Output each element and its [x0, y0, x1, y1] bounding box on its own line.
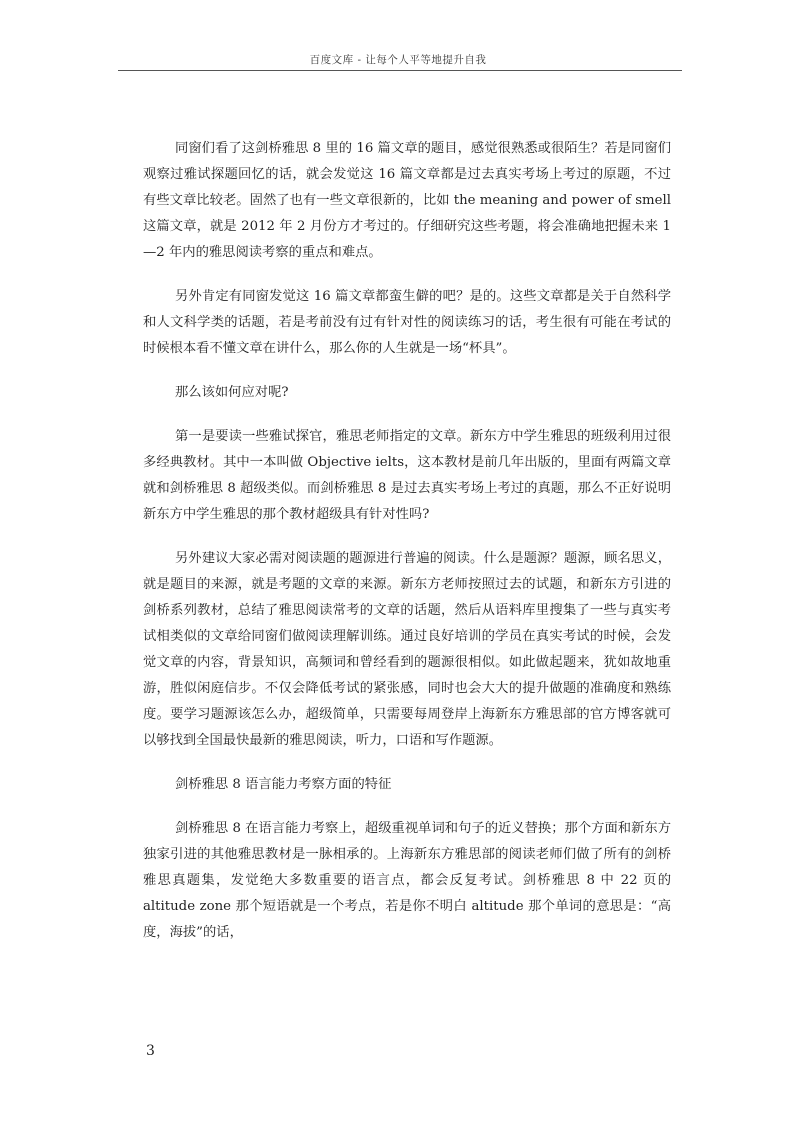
page-header: 百度文库 - 让每个人平等地提升自我 — [309, 54, 487, 66]
paragraph-question: 那么该如何应对呢? — [175, 385, 289, 400]
paragraph-obscure-topics: 另外肯定有同窗发觉这 16 篇文章都蛮生僻的吧？是的。这些文章都是关于自然科学和人文科学类的话题，若是考前没有过有针对性的阅读练习的话，考生很有可能在考试的时候根本看不懂文章在讲什么，那么你的人生就是一场“杯具”。 — [143, 289, 671, 356]
document-body — [143, 136, 671, 964]
paragraph-first-method: 第一是要读一些雅试探官，雅思老师指定的文章。新东方中学生雅思的班级利用过很多经典教材。其中一本叫做 Objective ielts，这本教材是前几年出版的，里面有两篇文章就和剑桥雅思 8 超级类似。而剑桥雅思 8 是过去真实考场上考过的真题，那么不正好说明新东方中学生雅思的那个教材超级具有针对性吗? — [143, 429, 671, 522]
paragraph-synonym-replacement: 剑桥雅思 8 在语言能力考察上，超级重视单词和句子的近义替换；那个方面和新东方独家引进的其他雅思教材是一脉相承的。上海新东方雅思部的阅读老师们做了所有的剑桥雅思真题集，发觉绝大多数重要的语言点，都会反复考试。剑桥雅思 8 中 22 页的 altitude zone 那个短语就是一个考点，若是你不明白 altitude 那个单词的意思是：“高度，海拔”的话， — [143, 821, 671, 940]
page-number: 3 — [146, 1043, 155, 1059]
header-divider — [118, 70, 682, 71]
paragraph-intro: 同窗们看了这剑桥雅思 8 里的 16 篇文章的题目，感觉很熟悉或很陌生？若是同窗们观察过雅试探题回忆的话，就会发觉这 16 篇文章都是过去真实考场上考过的原题，不过有些文章比较老。固然了也有一些文章很新的，比如 the meaning and power of smell 这篇文章，就是 2012 年 2 月份方才考过的。仔细研究这些考题，将会准确地把握未来 1—2 年内的雅思阅读考察的重点和难点。 — [143, 141, 671, 260]
paragraph-topic-sources: 另外建议大家必需对阅读题的题源进行普遍的阅读。什么是题源？题源，顾名思义，就是题目的来源，就是考题的文章的来源。新东方老师按照过去的试题，和新东方引进的剑桥系列教材，总结了雅思阅读常考的文章的话题，然后从语料库里搜集了一些与真实考试相类似的文章给同窗们做阅读理解训练。通过良好培训的学员在真实考试的时候，会发觉文章的内容，背景知识，高频词和曾经看到的题源很相似。如此做起题来，犹如故地重游，胜似闲庭信步。不仅会降低考试的紧张感，同时也会大大的提升做题的准确度和熟练度。要学习题源该怎么办，超级简单，只需要每周登岸上海新东方雅思部的官方博客就可以够找到全国最快最新的雅思阅读，听力，口语和写作题源。 — [143, 551, 671, 748]
section-heading-language-ability: 剑桥雅思 8 语言能力考察方面的特征 — [175, 777, 392, 792]
